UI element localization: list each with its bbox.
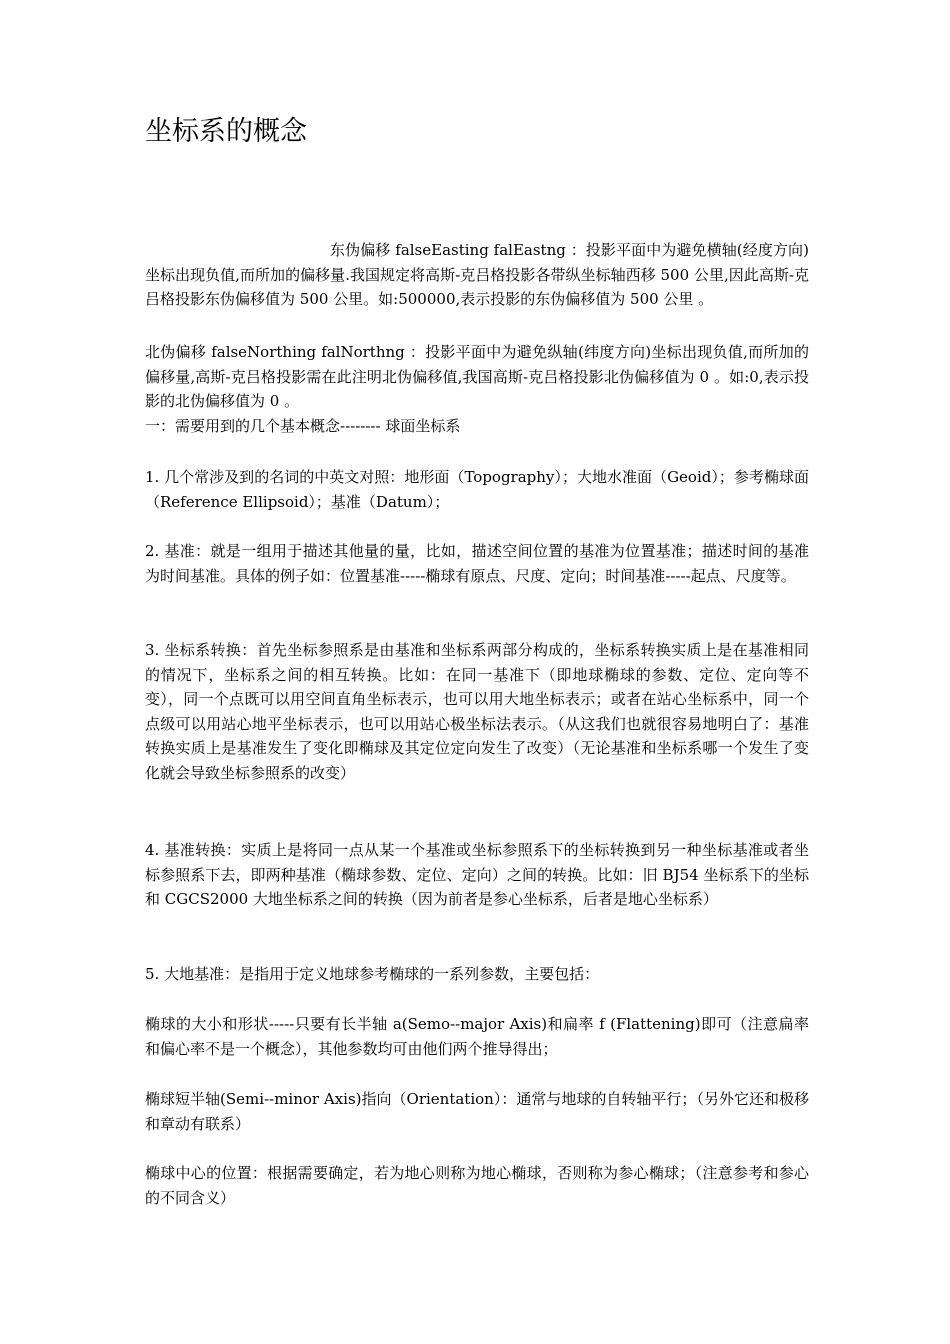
page-title: 坐标系的概念 — [145, 116, 307, 147]
paragraph-datum: 2. 基准：就是一组用于描述其他量的量，比如，描述空间位置的基准为位置基准；描述时间的基准为时间基准。具体的例子如：位置基准-----椭球有原点、尺度、定向；时间基准-----起点、尺度等。 — [145, 542, 809, 585]
paragraph-geodetic-datum: 5. 大地基准：是指用于定义地球参考椭球的一系列参数，主要包括： — [145, 965, 600, 983]
paragraph-ellipsoid-orientation: 椭球短半轴(Semi--minor Axis)指向（Orientation）：通常与地球的自转轴平行；（另外它还和极移和章动有联系） — [145, 1090, 809, 1133]
section-heading-basic-concepts: 一：需要用到的几个基本概念-------- 球面坐标系 — [145, 417, 461, 435]
paragraph-terminology: 1. 几个常涉及到的名词的中英文对照：地形面（Topography）；大地水准面（Geoid）；参考椭球面（Reference Ellipsoid）；基准（Datum）； — [145, 468, 809, 511]
paragraph-datum-conversion: 4. 基准转换：实质上是将同一点从某一个基准或坐标参照系下的坐标转换到另一种坐标基准或者坐标参照系下去，即两种基准（椭球参数、定位、定向）之间的转换。比如：旧 BJ54 坐标系下的坐标和 CGCS2000 大地坐标系之间的转换（因为前者是参心坐标系，后者是地心坐标系） — [145, 841, 809, 909]
paragraph-ellipsoid-center: 椭球中心的位置：根据需要确定，若为地心则称为地心椭球，否则称为参心椭球；（注意参考和参心的不同含义） — [145, 1164, 809, 1207]
paragraph-ellipsoid-size-shape: 椭球的大小和形状-----只要有长半轴 a(Semo--major Axis)和扁率 f (Flattening)即可（注意扁率和偏心率不是一个概念），其他参数均可由他们两个推导得出； — [145, 1015, 809, 1058]
paragraph-coordinate-system-conversion: 3. 坐标系转换：首先坐标参照系是由基准和坐标系两部分构成的，坐标系转换实质上是在基准相同的情况下，坐标系之间的相互转换。比如：在同一基准下（即地球椭球的参数、定位、定向等不变），同一个点既可以用空间直角坐标表示，也可以用大地坐标表示；或者在站心坐标系中，同一个点级可以用站心地平坐标表示，也可以用站心极坐标法表示。（从这我们也就很容易地明白了：基准转换实质上是基准发生了变化即椭球及其定位定向发生了改变）（无论基准和坐标系哪一个发生了变化就会导致坐标参照系的改变） — [145, 641, 809, 782]
paragraph-false-easting: 东伪偏移 falseEasting falEastng ：投影平面中为避免横轴(经度方向)坐标出现负值,而所加的偏移量.我国规定将高斯-克吕格投影各带纵坐标轴西移 500 公里,因此高斯-克吕格投影东伪偏移值为 500 公里。如:500000,表示投影的东伪偏移值为 500 公里 。 — [145, 241, 809, 309]
paragraph-false-northing: 北伪偏移 falseNorthing falNorthng ：投影平面中为避免纵轴(纬度方向)坐标出现负值,而所加的偏移量,高斯-克吕格投影需在此注明北伪偏移值,我国高斯-克吕格投影北伪偏移值为 0 。如:0,表示投影的北伪偏移值为 0 。 — [145, 343, 809, 411]
